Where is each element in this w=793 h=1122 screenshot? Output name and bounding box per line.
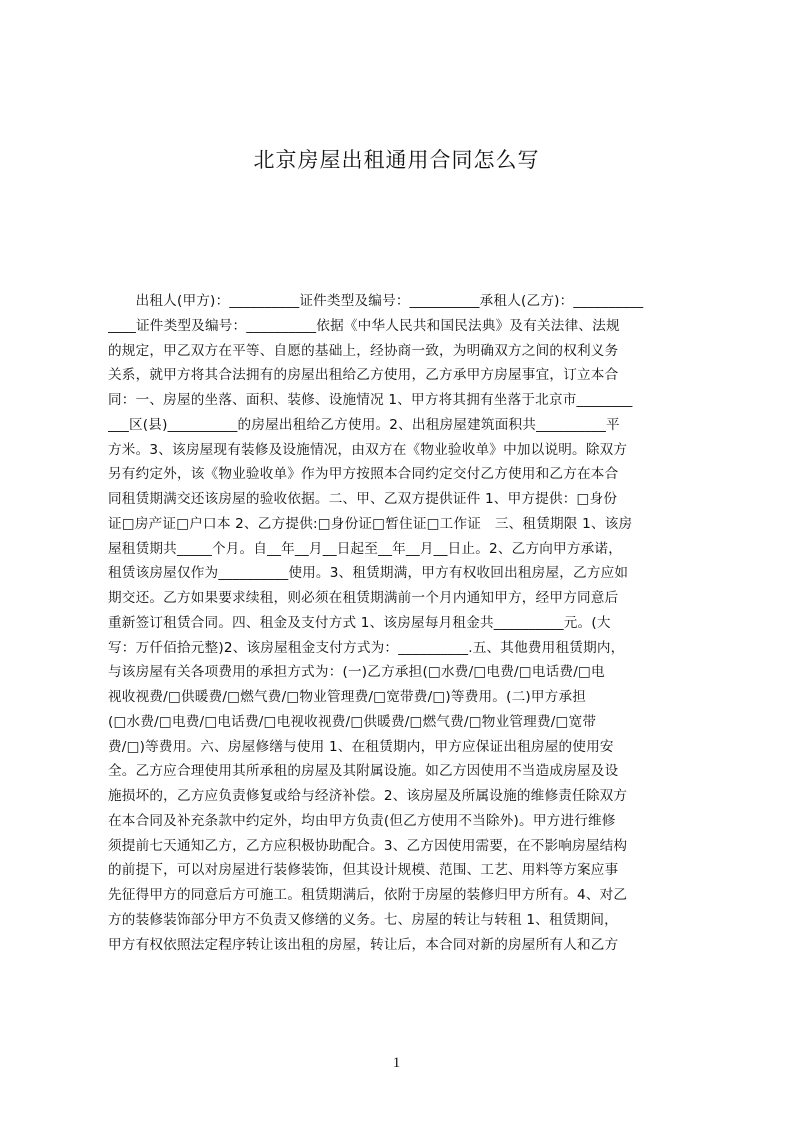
body-line: 重新签订租赁合同。四、租金及支付方式 1、该房屋每月租金共__________元。(大 xyxy=(108,614,611,631)
contract-body xyxy=(108,289,698,957)
document-title: 北京房屋出租通用合同怎么写 xyxy=(253,148,540,172)
body-line: 同租赁期满交还该房屋的验收依据。二、甲、乙双方提供证件 1、甲方提供：□身份 xyxy=(108,491,618,507)
body-line: 另有约定外，该《物业验收单》作为甲方按照本合同约定交付乙方使用和乙方在本合 xyxy=(108,466,619,483)
body-line: 施损坏的，乙方应负责修复或给与经济补偿。2、该房屋及所属设施的维修责任除双方 xyxy=(108,788,628,804)
page-number: 1 xyxy=(392,1055,401,1071)
body-line: 视收视费/□供暖费/□燃气费/□物业管理费/□宽带费/□)等费用。(二)甲方承担 xyxy=(108,689,587,705)
body-line: 全。乙方应合理使用其所承租的房屋及其附属设施。如乙方因使用不当造成房屋及设 xyxy=(108,763,619,780)
body-line: 期交还。乙方如果要求续租，则必须在租赁期满前一个月内通知甲方，经甲方同意后 xyxy=(108,590,619,606)
body-line: 关系，就甲方将其合法拥有的房屋出租给乙方使用，乙方承甲方房屋事宜，订立本合 xyxy=(108,367,619,384)
body-line: 同：一、房屋的坐落、面积、装修、设施情况 1、甲方将其拥有坐落于北京市________ xyxy=(108,392,633,408)
body-line: 须提前七天通知乙方，乙方应积极协助配合。3、乙方因使用需要，在不影响房屋结构 xyxy=(108,837,628,854)
body-line: 的前提下，可以对房屋进行装修装饰，但其设计规模、范围、工艺、用料等方案应事 xyxy=(108,862,619,879)
body-line: 方的装修装饰部分甲方不负责又修缮的义务。七、房屋的转让与转租 1、租赁期间， xyxy=(108,911,618,928)
body-line: 费/□)等费用。六、房屋修缮与使用 1、在租赁期内，甲方应保证出租房屋的使用安 xyxy=(108,738,614,755)
body-line: 写：万仟佰拾元整)2、该房屋租金支付方式为：__________.五、其他费用租赁期内， xyxy=(108,639,625,656)
body-line: 租赁该房屋仅作为__________使用。3、租赁期满，甲方有权收回出租房屋，乙方应如 xyxy=(108,565,629,582)
body-line: (□水费/□电费/□电话费/□电视收视费/□供暖费/□燃气费/□物业管理费/□宽带 xyxy=(108,713,597,730)
body-line: 屋租赁期共_____个月。自__年__月__日起至__年__月__日止。2、乙方向甲方承诺， xyxy=(108,540,623,557)
body-line: 先征得甲方的同意后方可施工。租赁期满后，依附于房屋的装修归甲方所有。4、对乙 xyxy=(108,887,628,903)
body-line: 甲方有权依照法定程序转让该出租的房屋，转让后，本合同对新的房屋所有人和乙方 xyxy=(108,936,619,953)
body-line: ____证件类型及编号：__________依据《中华人民共和国民法典》及有关法律、法规 xyxy=(108,317,620,334)
body-line: ___区(县)__________的房屋出租给乙方使用。2、出租房屋建筑面积共__________平 xyxy=(108,416,620,433)
body-line: 在本合同及补充条款中约定外，均由甲方负责(但乙方使用不当除外)。甲方进行维修 xyxy=(108,812,616,829)
body-line: 的规定，甲乙双方在平等、自愿的基础上，经协商一致，为明确双方之间的权利义务 xyxy=(108,342,619,359)
body-line: 证□房产证□户口本 2、乙方提供:□身份证□暂住证□工作证 三、租赁期限 1、该房 xyxy=(108,515,633,532)
body-line: 方米。3、该房屋现有装修及设施情况，由双方在《物业验收单》中加以说明。除双方 xyxy=(108,441,628,458)
body-line: 与该房屋有关各项费用的承担方式为：(一)乙方承担(□水费/□电费/□电话费/□电 xyxy=(108,664,605,681)
body-line: 出租人(甲方)：__________证件类型及编号：__________承租人(乙方)：__________ xyxy=(108,293,644,309)
